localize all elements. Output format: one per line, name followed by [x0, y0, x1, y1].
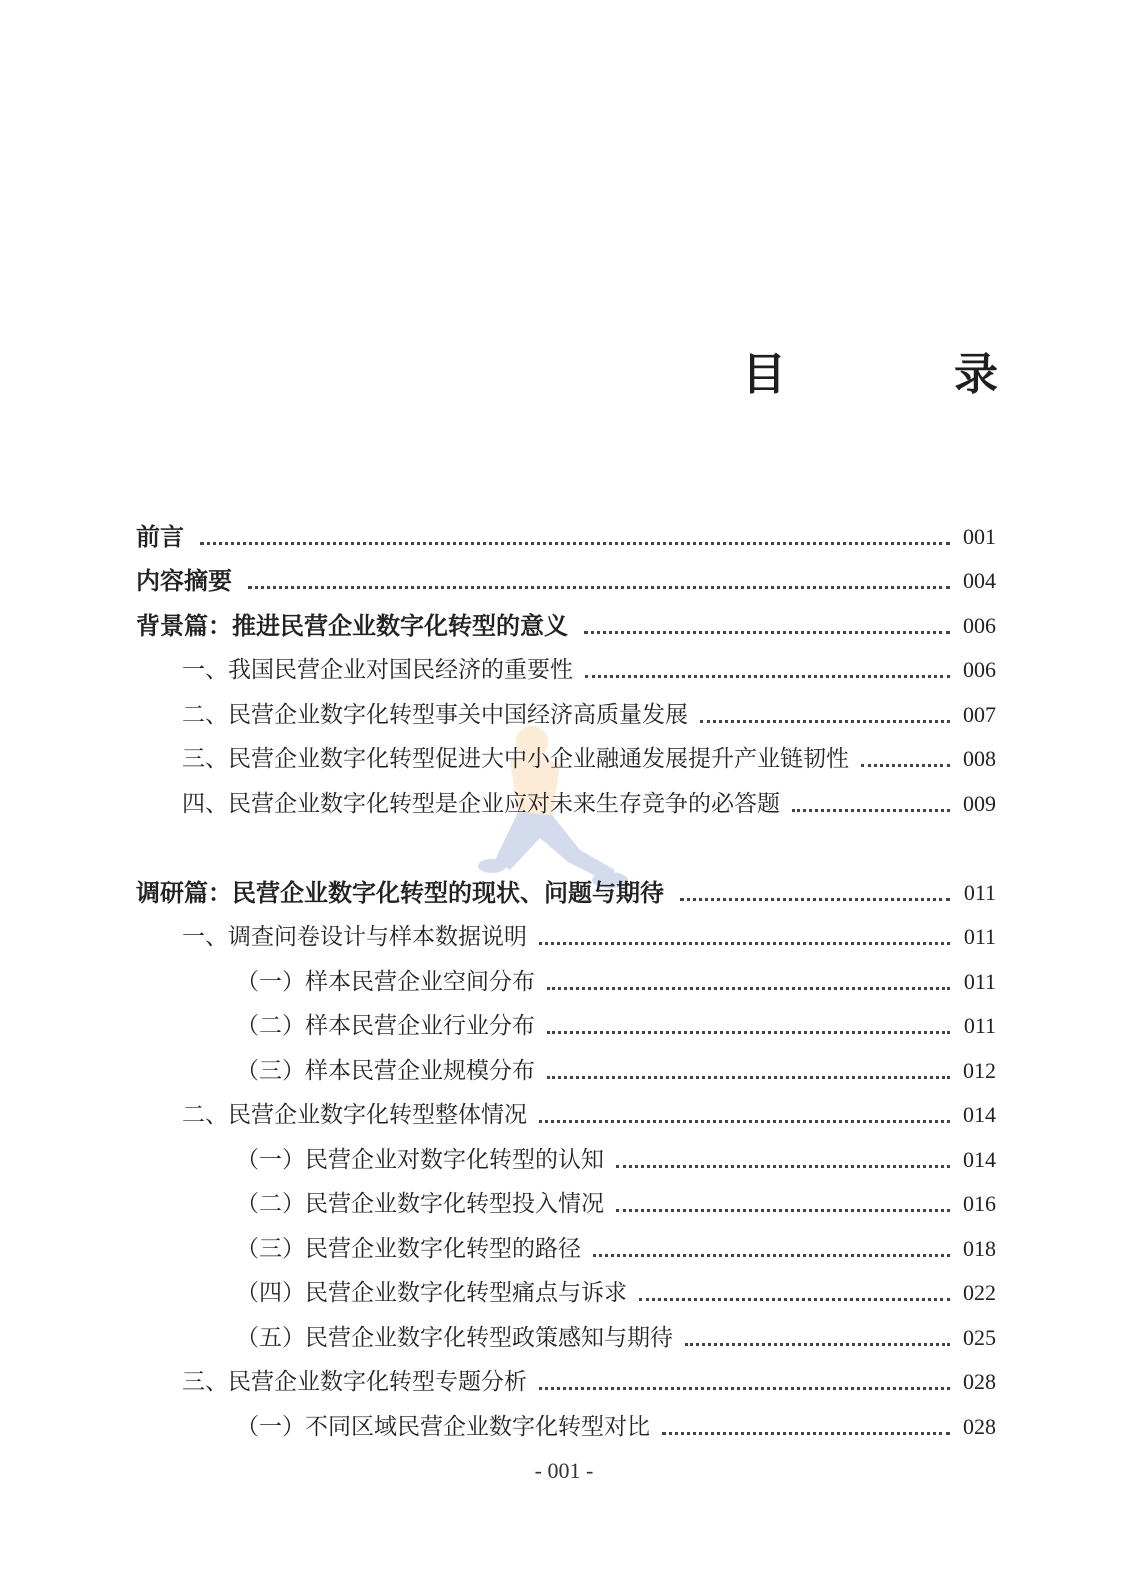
toc-leader-dots: [200, 541, 950, 545]
toc-entry[interactable]: [136, 1175, 996, 1219]
toc-entry-label: （二）民营企业数字化转型投入情况: [236, 1191, 604, 1217]
toc-entry-page: 018: [963, 1236, 996, 1261]
toc-leader-dots: [685, 1342, 950, 1346]
toc-entry-label: 一、我国民营企业对国民经济的重要性: [182, 657, 573, 683]
toc-leader-dots: [639, 1297, 950, 1301]
toc-entry[interactable]: [136, 997, 996, 1041]
toc-entry-label: （五）民营企业数字化转型政策感知与期待: [236, 1325, 673, 1351]
toc-entry[interactable]: [136, 1353, 996, 1397]
toc-leader-dots: [861, 763, 950, 767]
toc-entry-page: 009: [963, 791, 996, 816]
toc-entry-page: 028: [963, 1369, 996, 1394]
toc-entry-label: 三、民营企业数字化转型促进大中小企业融通发展提升产业链韧性: [182, 746, 849, 772]
toc-entry-page: 016: [963, 1191, 996, 1216]
toc-entry[interactable]: [136, 1086, 996, 1130]
toc-leader-dots: [584, 630, 950, 634]
toc-leader-dots: [547, 1030, 950, 1034]
toc-entry-label: 背景篇：推进民营企业数字化转型的意义: [136, 611, 568, 640]
toc-entry-page: 006: [963, 657, 996, 682]
toc-entry[interactable]: [136, 775, 996, 819]
toc-leader-dots: [616, 1208, 950, 1212]
toc-entry-page: 007: [963, 702, 996, 727]
toc-entry-label: 四、民营企业数字化转型是企业应对未来生存竞争的必答题: [182, 791, 780, 817]
toc-leader-dots: [585, 674, 950, 678]
page-title: 目 录: [742, 349, 1060, 400]
toc-entry[interactable]: [136, 552, 996, 596]
toc-entry[interactable]: [136, 508, 996, 552]
toc-leader-dots: [792, 808, 950, 812]
toc-leader-dots: [547, 1075, 950, 1079]
toc-entry[interactable]: [136, 686, 996, 730]
toc-entry-label: 二、民营企业数字化转型事关中国经济高质量发展: [182, 702, 688, 728]
toc-entry-label: 内容摘要: [136, 566, 232, 595]
toc-leader-dots: [662, 1431, 950, 1435]
toc-entry-label: （四）民营企业数字化转型痛点与诉求: [236, 1280, 627, 1306]
toc-entry-label: （一）民营企业对数字化转型的认知: [236, 1147, 604, 1173]
toc-entry[interactable]: [136, 1309, 996, 1353]
toc-entry[interactable]: [136, 1220, 996, 1264]
toc-entry-label: （三）民营企业数字化转型的路径: [236, 1236, 581, 1262]
toc-entry[interactable]: [136, 641, 996, 685]
toc-entry-page: 004: [963, 568, 996, 593]
toc-entry-page: 014: [963, 1102, 996, 1127]
toc-entry[interactable]: [136, 1131, 996, 1175]
toc-leader-dots: [700, 719, 950, 723]
page-number: - 001 -: [534, 1458, 594, 1483]
toc-entry[interactable]: [136, 953, 996, 997]
toc-entry[interactable]: [136, 1264, 996, 1308]
toc-leader-dots: [539, 1386, 950, 1390]
toc-entry-page: 028: [963, 1414, 996, 1439]
toc-entry-page: 022: [963, 1280, 996, 1305]
toc-entry-label: （三）样本民营企业规模分布: [236, 1058, 535, 1084]
toc-entry-page: 011: [963, 969, 996, 994]
toc-leader-dots: [539, 1119, 950, 1123]
toc-entry-label: 一、调查问卷设计与样本数据说明: [182, 924, 527, 950]
toc-leader-dots: [680, 897, 950, 901]
toc-entry-page: 014: [963, 1147, 996, 1172]
toc-leader-dots: [547, 986, 950, 990]
toc-entry-page: 001: [963, 524, 996, 549]
toc-entry[interactable]: [136, 908, 996, 952]
toc-entry-page: 011: [963, 880, 996, 905]
toc-entry[interactable]: [136, 597, 996, 641]
toc-entry-page: 006: [963, 613, 996, 638]
toc-leader-dots: [616, 1164, 950, 1168]
toc-entry-label: 调研篇：民营企业数字化转型的现状、问题与期待: [136, 878, 664, 907]
toc-entry-label: 二、民营企业数字化转型整体情况: [182, 1102, 527, 1128]
toc-entry[interactable]: [136, 730, 996, 774]
toc-leader-dots: [248, 585, 950, 589]
toc-entry-page: 012: [963, 1058, 996, 1083]
toc-entry[interactable]: [136, 1398, 996, 1442]
toc-entry[interactable]: [136, 864, 996, 908]
toc-entry[interactable]: [136, 1042, 996, 1086]
toc-entry-page: 011: [963, 924, 996, 949]
toc-entry-page: 008: [963, 746, 996, 771]
toc-entry-label: （一）不同区域民营企业数字化转型对比: [236, 1414, 650, 1440]
toc-entry-label: （一）样本民营企业空间分布: [236, 969, 535, 995]
toc-entry-page: 011: [963, 1013, 996, 1038]
toc-entry-page: 025: [963, 1325, 996, 1350]
toc-leader-dots: [593, 1253, 950, 1257]
toc-entry-label: 前言: [136, 522, 184, 551]
toc-entry-label: （二）样本民营企业行业分布: [236, 1013, 535, 1039]
toc-leader-dots: [539, 941, 950, 945]
toc-entry-label: 三、民营企业数字化转型专题分析: [182, 1369, 527, 1395]
